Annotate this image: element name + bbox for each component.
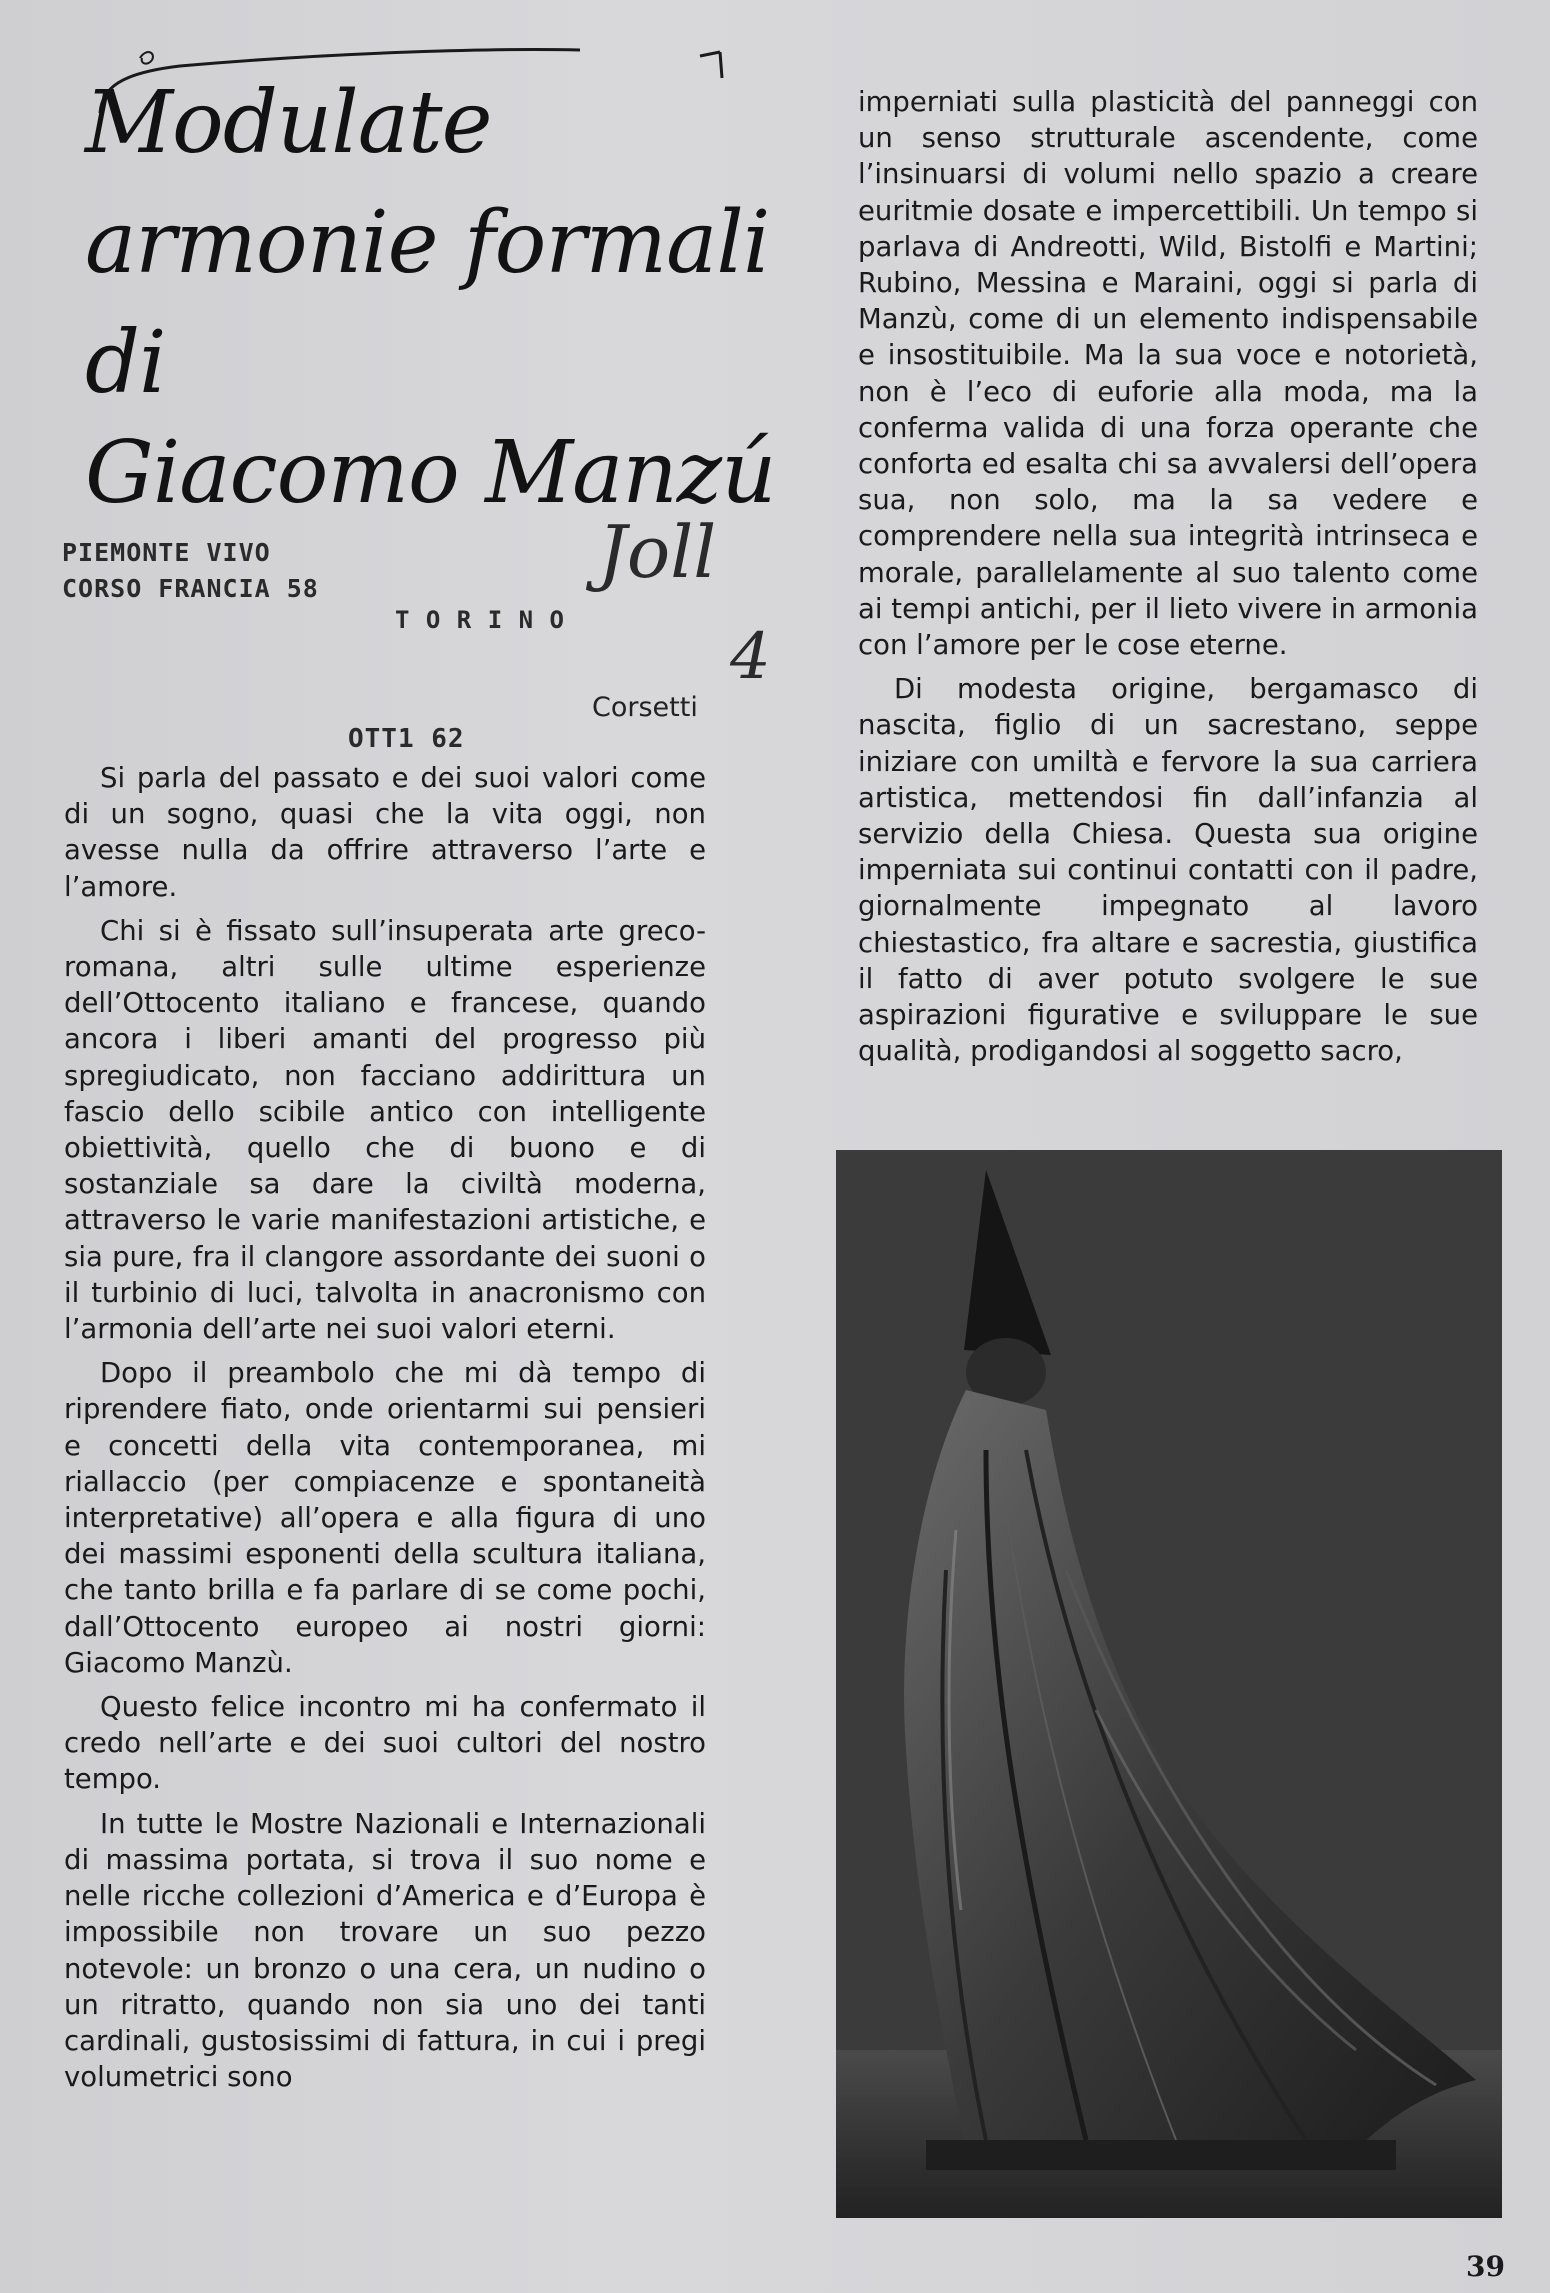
title-line-2: armonie formali bbox=[85, 193, 770, 293]
sculpture-photo bbox=[836, 1150, 1502, 2218]
right-column bbox=[858, 84, 1478, 1077]
handwritten-number: 4 bbox=[730, 620, 771, 694]
paragraph: Di modesta origine, bergamasco di nascita, figlio di un sacrestano, seppe iniziare con umiltà e fervore la sua carriera artistica, mettendosi fin dall’infanzia al servizio della Chiesa. Questa sua origine imperniata sui continui contatti con il padre, giornalmente impegnato al lavoro chiestastico, fra altare e sacrestia, giustifica il fatto di aver potuto svolgere le sue aspirazioni figurative e sviluppare le sue qualità, prodigandosi al soggetto sacro, bbox=[858, 673, 1478, 1068]
stamp-date: OTT1 62 bbox=[348, 724, 465, 754]
page-number: 39 bbox=[1466, 2250, 1505, 2283]
cardinal-sculpture-image bbox=[836, 1150, 1502, 2218]
paragraph: In tutte le Mostre Nazionali e Internazionali di massima portata, si trova il suo nome e nelle ricche collezioni d’America e d’Europa è impossibile non trovare un suo pezzo notevole: un bronzo o una cera, un nudino o un ritratto, quando non sia uno dei tanti cardinali, gustosissimi di fattura, in cui i pregi volumetrici sono bbox=[64, 1807, 706, 2094]
title-line-1: Modulate bbox=[85, 73, 492, 173]
stamp-line-1: PIEMONTE VIVO bbox=[62, 538, 271, 567]
stamp-line-2: CORSO FRANCIA 58 bbox=[62, 574, 319, 603]
paragraph: imperniati sulla plasticità del panneggi con un senso strutturale ascendente, come l’insinuarsi di volumi nello spazio a creare euritmie dosate e impercettibili. Un tempo si parlava di Andreotti, Wild, Bistolfi e Martini; Rubino, Messina e Maraini, oggi si parla di Manzù, come di un elemento indispensabile e insostituibile. Ma la sua voce e notorietà, non è l’eco di euforie alla moda, ma la conferma valida di una forza operante che conforta ed esalta chi sa avvalersi dell’opera sua, non solo, ma la sa vedere e comprendere nella sua integrità intrinseca e morale, parallelamente al suo talento come ai tempi antichi, per il lieto vivere in armonia con l’amore per le cose eterne. bbox=[858, 86, 1478, 662]
left-column bbox=[64, 760, 706, 2103]
paragraph: Dopo il preambolo che mi dà tempo di riprendere fiato, onde orientarmi sui pensieri e concetti della vita contemporanea, mi riallaccio (per compiacenze e spontaneità interpretative) all’opera e alla figura di uno dei massimi esponenti della scultura italiana, che tanto brilla e fa parlare di se come pochi, dall’Ottocento europeo ai nostri giorni: Giacomo Manzù. bbox=[64, 1357, 706, 1679]
stamp-city: T O R I N O bbox=[395, 606, 565, 634]
handwritten-note: Joll bbox=[598, 510, 717, 594]
paragraph: Si parla del passato e dei suoi valori come di un sogno, quasi che la vita oggi, non avesse nulla da offrire attraverso l’arte e l’amore. bbox=[64, 762, 706, 903]
author-name: Corsetti bbox=[592, 692, 698, 723]
title-line-3: di bbox=[85, 313, 166, 413]
title-line-4: Giacomo Manzú bbox=[85, 423, 776, 523]
paragraph: Chi si è fissato sull’insuperata arte greco-romana, altri sulle ultime esperienze dell’Ottocento italiano e francese, quando ancora i liberi amanti del progresso più spregiudicato, non facciano addirittura un fascio dello scibile antico con intelligente obiettività, quello che di buono e di sostanziale sa dare la civiltà moderna, attraverso le varie manifestazioni artistiche, e sia pure, fra il clangore assordante dei suoni o il turbinio di luci, talvolta in anacronismo con l’armonia dell’arte nei suoi valori eterni. bbox=[64, 914, 706, 1346]
paragraph: Questo felice incontro mi ha confermato il credo nell’arte e dei suoi cultori del nostro tempo. bbox=[64, 1691, 706, 1796]
